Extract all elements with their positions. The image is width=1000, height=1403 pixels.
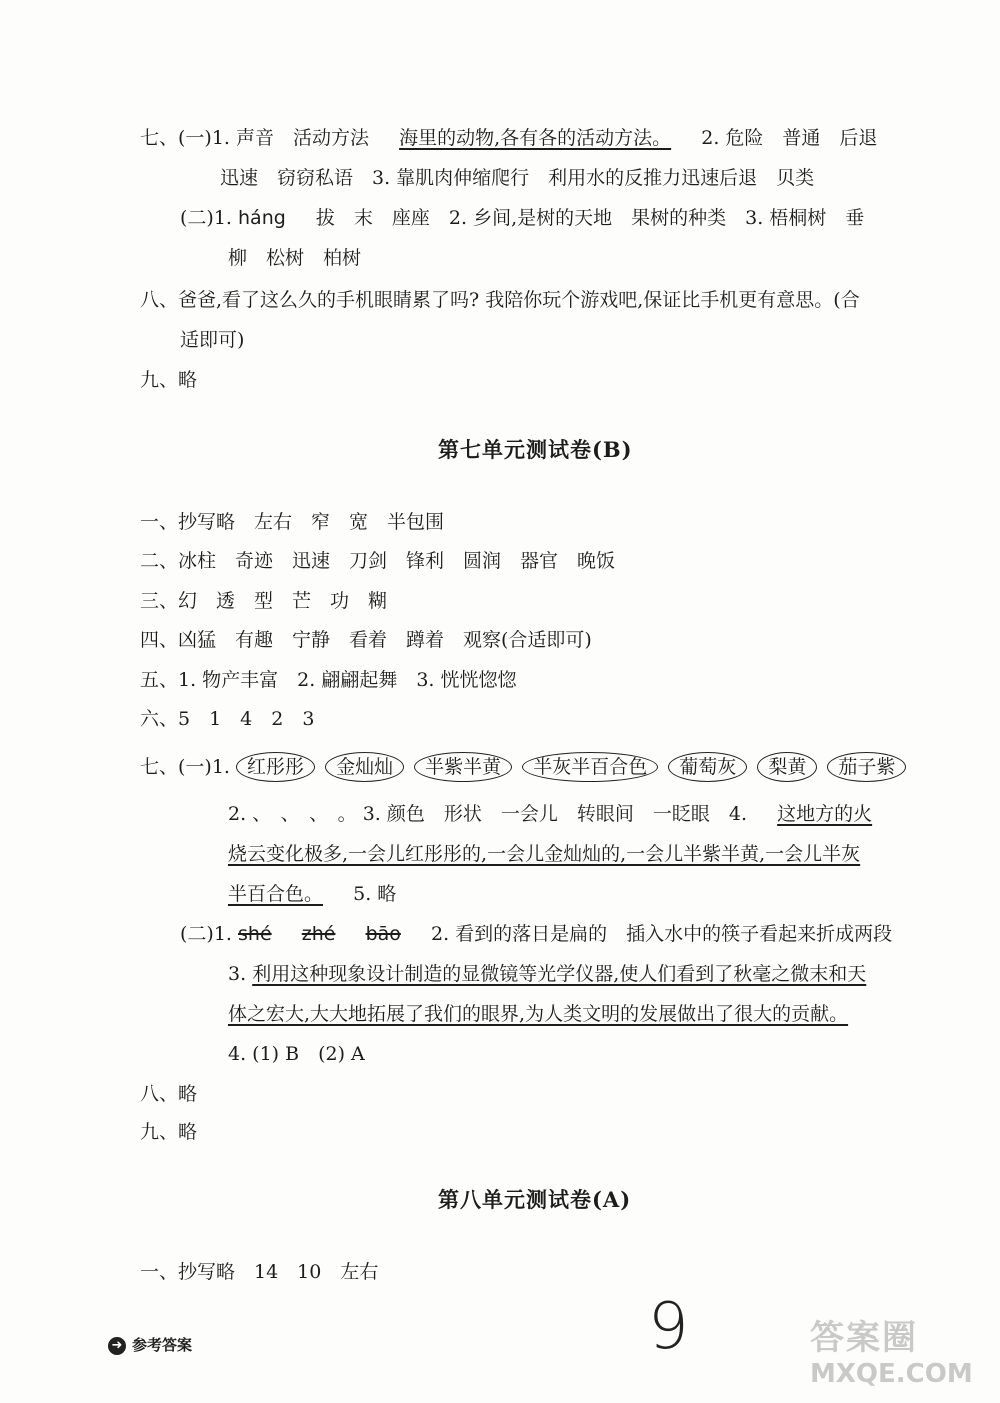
answer-line: 柳 松树 柏树 (228, 247, 362, 269)
answer-line: 九、略 (140, 1121, 198, 1143)
pinyin-text: háng (238, 207, 286, 229)
answer-line (228, 960, 866, 988)
answer-line (140, 752, 910, 782)
answer-text: 七、(一)1. 声音 活动方法 (140, 127, 369, 149)
answer-text: (二)1. (180, 207, 232, 229)
answer-text: 3. (228, 963, 247, 985)
circled-word: 茄子紫 (827, 752, 906, 782)
answer-line: 二、冰柱 奇迹 迅速 刀剑 锋利 圆润 器官 晚饭 (140, 550, 616, 572)
answer-line: 八、爸爸,看了这么久的手机眼睛累了吗? 我陪你玩个游戏吧,保证比手机更有意思。(合 (140, 289, 860, 311)
underlined-answer: 烧云变化极多,一会儿红彤彤的,一会儿金灿灿的,一会儿半紫半黄,一会儿半灰 (228, 843, 861, 865)
circled-word: 梨黄 (757, 752, 817, 782)
answer-line (180, 920, 892, 948)
answer-text: (二)1. (180, 923, 232, 945)
answer-line: 适即可) (180, 329, 245, 351)
answer-text: 2. 危险 普通 后退 (701, 127, 878, 149)
pinyin-text: bāo (365, 923, 401, 945)
answer-line: 4. (1) B (2) A (228, 1043, 365, 1065)
answer-text: 七、(一)1. (140, 756, 230, 778)
pinyin-text: shé (238, 923, 272, 945)
watermark-text: 答案圈 (810, 1318, 918, 1358)
answer-line: 四、凶猛 有趣 宁静 看着 蹲着 观察(合适即可) (140, 629, 592, 651)
handwritten-page-number: 9 (648, 1290, 689, 1364)
circled-word: 半紫半黄 (414, 752, 512, 782)
watermark-logo (810, 1310, 980, 1390)
answer-line (180, 204, 864, 232)
answer-line: 三、幻 透 型 芒 功 糊 (140, 590, 388, 612)
answer-line: 迅速 窃窃私语 3. 靠肌肉伸缩爬行 利用水的反推力迅速后退 贝类 (220, 167, 815, 189)
answer-line: 六、5 1 4 2 3 (140, 708, 315, 730)
answer-line: 五、1. 物产丰富 2. 翩翩起舞 3. 恍恍惚惚 (140, 669, 517, 691)
section-title: 第八单元测试卷(A) (438, 1187, 632, 1212)
answer-line (140, 124, 877, 152)
underlined-answer: 半百合色。 (228, 883, 324, 905)
circled-word: 葡萄灰 (668, 752, 747, 782)
section-title: 第七单元测试卷(B) (438, 437, 633, 462)
underlined-answer: 海里的动物,各有各的活动方法。 (399, 127, 672, 149)
answer-text: 拔 末 座座 2. 乡间,是树的天地 果树的种类 3. 梧桐树 垂 (315, 207, 865, 229)
underlined-answer: 利用这种现象设计制造的显微镜等光学仪器,使人们看到了秋毫之微末和天 (252, 963, 867, 985)
answer-line: 一、抄写略 14 10 左右 (140, 1261, 379, 1283)
answer-text: 2. 看到的落日是扁的 插入水中的筷子看起来折成两段 (430, 923, 893, 945)
answer-line: 八、略 (140, 1083, 198, 1105)
circled-word: 红彤彤 (236, 752, 315, 782)
pinyin-text: zhé (301, 923, 336, 945)
underlined-answer: 这地方的火 (777, 803, 873, 825)
circled-word: 金灿灿 (325, 752, 404, 782)
answer-text: 2. 、 、 、 。 3. 颜色 形状 一会儿 转眼间 一眨眼 4. (228, 803, 748, 825)
answer-line (228, 880, 396, 908)
answer-line: 一、抄写略 左右 窄 宽 半包围 (140, 511, 445, 533)
underlined-answer: 体之宏大,大大地拓展了我们的眼界,为人类文明的发展做出了很大的贡献。 (228, 1003, 849, 1025)
answer-line (228, 800, 872, 828)
watermark-url: MXQE.COM (810, 1359, 973, 1389)
footer-label: 参考答案 (132, 1336, 193, 1354)
circled-word: 半灰半百合色 (522, 752, 658, 782)
answer-line: 九、略 (140, 369, 198, 391)
answer-text: 5. 略 (353, 883, 397, 905)
arrow-right-icon: ➜ (108, 1337, 126, 1355)
